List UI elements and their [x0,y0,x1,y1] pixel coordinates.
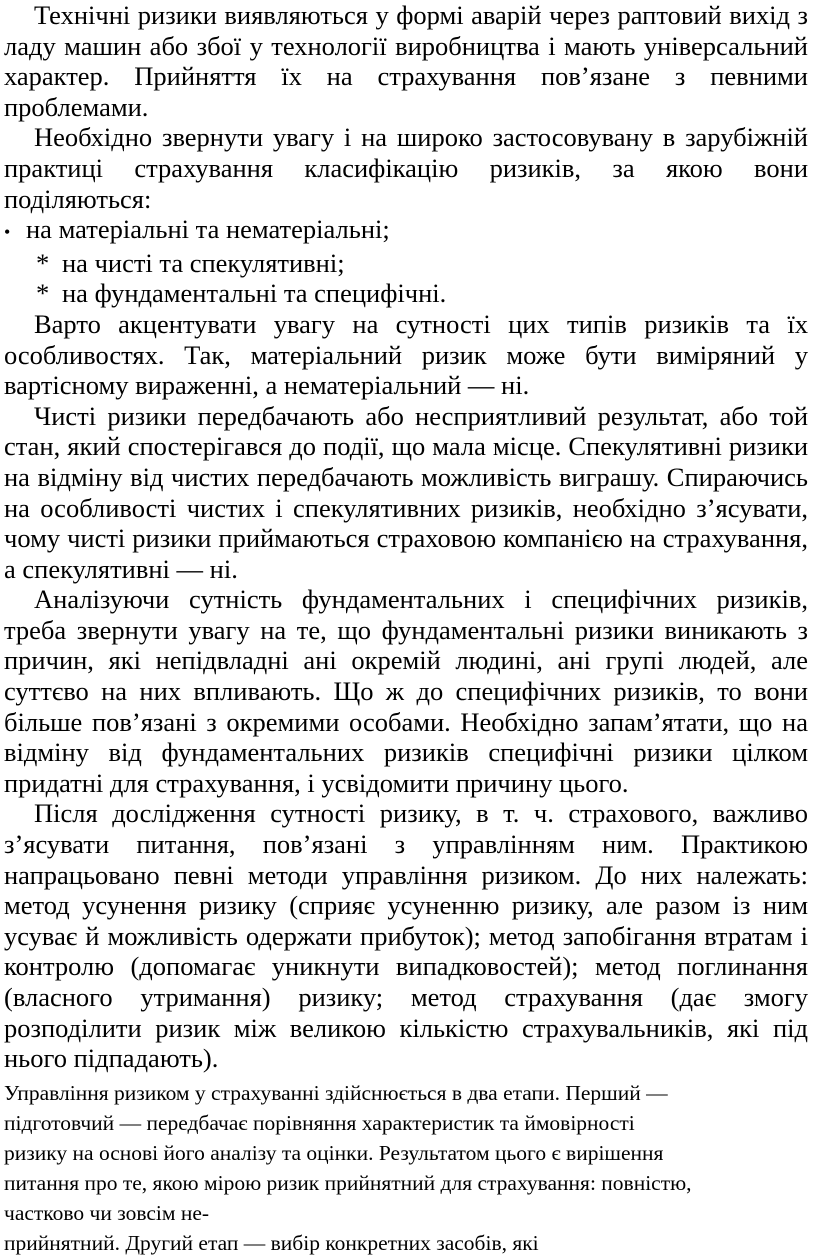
small-text-block [4,1078,808,1258]
list-item [4,278,808,309]
text-line: питання про те, якою мірою ризик прийнятний для страхування: повністю, [4,1170,692,1195]
classification-list [4,214,808,309]
text-line: частково чи зовсім не- [4,1200,210,1225]
asterisk-icon: * [36,247,50,278]
list-item-text: на фундаментальні та специфічні. [62,278,447,309]
list-item [4,214,808,248]
paragraph-classification: Необхідно звернути увагу і на широко застосовувану в зарубіжній практиці страхування класифікацію ризиків, за якою вони поділяються: [4,122,808,214]
text-line: підготовчий — передбачає порівняння характеристик та ймовірності [4,1110,635,1135]
paragraph-fundamental-risks: Аналізуючи сутність фундаментальних і специфічних ризиків, треба звернути увагу на те, що фундаментальні ризики виникають з причин, які непідвладні ані окремій людині, ані групі людей, але суттєво на них впливають. Що ж до специфічних ризиків, то вони більше пов’язані з окремими особами. Необхідно запам’ятати, що на відміну від фундаментальних ризиків специфічні ризики цілком придатні для страхування, і усвідомити причину цього. [4,584,808,798]
list-item-text: на чисті та спекулятивні; [62,247,345,278]
text-line: Управління ризиком у страхуванні здійснюється в два етапи. Перший — [4,1080,668,1105]
paragraph-material-risk: Варто акцентувати увагу на сутності цих типів ризиків та їх особливостях. Так, матеріальний ризик може бути виміряний у вартісному вираженні, а нематеріальний — ні. [4,308,808,401]
paragraph-risk-management: Після дослідження сутності ризику, в т. ч. страхового, важливо з’ясувати питання, пов’язані з управлінням ним. Практикою напрацьовано певні методи управління ризиком. До них належать: метод усунення ризику (сприяє усуненню ризику, але разом із ним усуває й можливість одержати прибуток); метод запобігання втратам і контролю (допомагає уникнути випадковостей); метод поглинання (власного утримання) ризику; метод страхування (дає змогу розподілити ризик між великою кількістю страхувальників, які під нього підпадають). [4,798,808,1074]
text-line: прийнятний. Другий етап — вибір конкретних засобів, які [4,1230,539,1255]
paragraph-pure-risks: Чисті ризики передбачають або несприятливий результат, або той стан, який спостерігався до події, що мала місце. Спекулятивні ризики на відміну від чистих передбачають можливість виграшу. Спираючись на особливості чистих і спекулятивних ризиків, необхідно з’ясувати, чому чисті ризики приймаються страховою компанією на страхування, а спекулятивні — ні. [4,400,808,584]
text-line: ризику на основі його аналізу та оцінки. Результатом цього є вирішення [4,1140,664,1165]
bullet-icon: • [4,222,11,243]
main-text [4,0,808,1074]
list-item-text: на матеріальні та нематеріальні; [26,214,390,245]
list-item [4,248,808,279]
asterisk-icon: * [36,278,50,309]
paragraph-technical-risks: Технічні ризики виявляються у формі аварій через раптовий вихід з ладу машин або збої у технології виробництва і мають універсальний характер. Прийняття їх на страхування пов’язане з певними проблемами. [4,0,808,122]
